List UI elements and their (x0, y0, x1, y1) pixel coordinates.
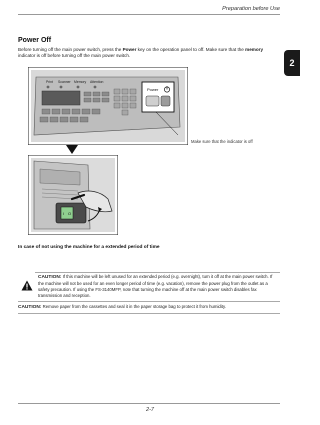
caution-label-1: CAUTION: (38, 275, 62, 280)
caution-paragraph-2 (18, 304, 280, 311)
subsection-title: In case of not using the machine for a extended period of time (18, 245, 160, 250)
intro-paragraph (18, 47, 273, 59)
power-key-label: Power (147, 87, 159, 92)
main-power-switch-illustration (28, 155, 118, 235)
memory-indicator-icon (77, 86, 80, 89)
intro-text-3: indicator is off before turning off the main power switch. (18, 53, 131, 59)
svg-text:I: I (63, 211, 65, 216)
panel-label-print: Print (46, 80, 53, 84)
running-header: Preparation before Use (222, 6, 280, 12)
operation-panel-illustration (28, 67, 188, 145)
power-keyword: Power (122, 47, 137, 52)
svg-text:O: O (68, 211, 72, 216)
panel-label-memory: Memory (74, 80, 87, 84)
caution-top-rule (35, 272, 280, 273)
caution-paragraph-1 (38, 274, 278, 299)
memory-keyword: memory (245, 47, 263, 52)
page-number: 2-7 (145, 407, 155, 413)
indicator-callout: Make sure that the indicator is off (191, 139, 253, 144)
caution-text-1: If this machine will be left unused for an extended period (e.g. overnight), turn it off at the main power switch. If the machine will not be used for an even longer period of time (e.g. vacation), remove the power plug from the outlet as a safety precaution. If using the FS-3140MFP, note that turning the machine off at the main power switch disables fax transmission and reception. (38, 274, 273, 298)
panel-label-scanner: Scanner (58, 80, 71, 84)
footer-rule (18, 403, 280, 404)
caution-mid-rule (18, 301, 280, 302)
intro-text-2: key on the operation panel to off. Make sure that the (136, 47, 246, 52)
warning-icon (21, 280, 33, 291)
intro-text-1: Before turning off the main power switch, press the (18, 47, 123, 52)
header-rule (18, 14, 280, 15)
caution-text-2: Remove paper from the cassettes and seal it in the paper storage bag to protect it from humidity. (41, 304, 226, 309)
panel-label-attention: Attention (90, 80, 104, 84)
section-title: Power Off (18, 37, 52, 44)
caution-label-2: CAUTION: (18, 305, 42, 310)
chapter-tab: 2 (284, 50, 300, 76)
power-key-icon (146, 96, 159, 106)
arrow-down-icon (66, 145, 78, 154)
caution-bottom-rule (18, 313, 280, 314)
